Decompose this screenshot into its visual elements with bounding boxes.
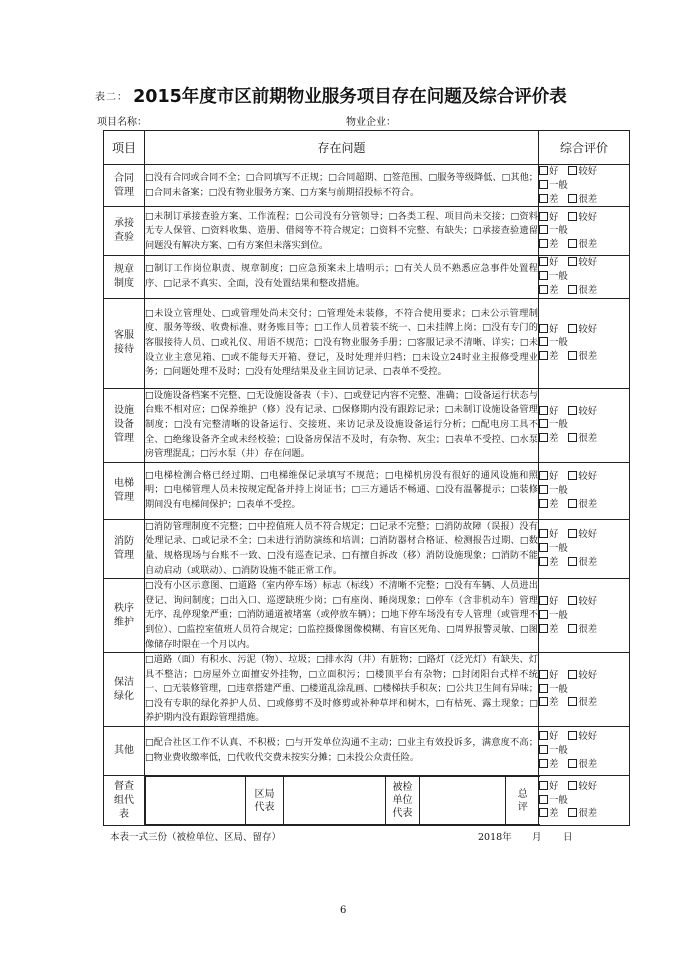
- copies-note: 本表一式三份（被检单位、区局、留存）: [110, 832, 282, 843]
- eval-very-poor: 很差: [578, 239, 598, 251]
- row-category: 其他: [104, 727, 145, 776]
- eval-poor: 差: [549, 556, 559, 568]
- checkbox[interactable]: [568, 557, 577, 566]
- checkbox[interactable]: [539, 285, 548, 294]
- checkbox[interactable]: [568, 406, 577, 415]
- col-header-item: 项目: [104, 131, 145, 165]
- row-issues: □没有小区示意图、□道路（室内停车场）标志（标线）不清晰不完整；□没有车辆、人员进出登记、询问制度；□出入口、巡逻缺班少岗；□有座岗、睡岗现象；□停车（含非机动车）管理无序、乱停现象严重；□消防通道被堵塞（或停放车辆）；□地下停车场没有专人管理（或管理不到位）、□监控室值班人员符合规定；□监控摄像图像模糊、有盲区死角、□周界报警灵敏、□图像储存时限在一个月以内。: [145, 579, 539, 653]
- inspected-rep-label: 被检 单位 代表: [386, 777, 420, 825]
- eval-very-poor: 很差: [578, 498, 598, 510]
- eval-good: 好: [549, 257, 559, 269]
- page-number: 6: [340, 905, 347, 916]
- table-row: [104, 298, 630, 388]
- row-issues: □制订工作岗位职责、规章制度；□应急预案未上墙明示；□有关人员不熟悉应急事件处置程序、□记录不真实、全面，没有处置结果和整改措施。: [145, 256, 539, 298]
- eval-very-poor: 很差: [578, 284, 598, 296]
- checkbox[interactable]: [539, 731, 548, 740]
- row-evaluation-options: [539, 256, 630, 298]
- checkbox[interactable]: [568, 731, 577, 740]
- checkbox[interactable]: [568, 212, 577, 221]
- row-issues: □配合社区工作不认真、不积极；□与开发单位沟通不主动；□业主有效投诉多，满意度不高；□物业费收缴率低，□代收代交费未按实分摊；□未投公众责任险。: [145, 727, 539, 776]
- checkbox[interactable]: [539, 271, 548, 280]
- eval-average: 一般: [549, 419, 568, 431]
- checkbox[interactable]: [539, 759, 548, 768]
- eval-very-poor: 很差: [578, 351, 598, 363]
- row-issues: □消防管理制度不完整；□中控值班人员不符合规定；□记录不完整；□消防故障（误报）没有处理记录、□或记录不全；□未进行消防演练和培训；□消防器材合格证、检测报告过期、□数量、规格现场与台账不一致、□没有巡查记录、□有擅自拆改（移）消防设施现象；□消防不能自动启动（或联动）、□消防设施不能正常工作。: [145, 519, 539, 578]
- checkbox[interactable]: [568, 596, 577, 605]
- project-name-label: 项目名称：: [97, 117, 147, 128]
- row-evaluation-options: [539, 519, 630, 578]
- row-evaluation-options: [539, 653, 630, 727]
- checkbox[interactable]: [568, 759, 577, 768]
- eval-fair-good: 较好: [578, 669, 598, 681]
- eval-poor: 差: [549, 239, 559, 251]
- eval-good: 好: [549, 166, 559, 177]
- row-category: 保洁 绿化: [104, 653, 145, 727]
- row-issues: □电梯检测合格已经过期、□电梯维保记录填写不规范；□电梯机房没有很好的通风设施和照明；□电梯管理人员未按规定配备并持上岗证书；□三方通话不畅通、□没有温馨提示；□装修期间没有电梯间保护；□表单不受控。: [145, 462, 539, 519]
- row-evaluation-options: [539, 165, 630, 207]
- date-day: 日: [563, 832, 573, 843]
- eval-fair-good: 较好: [578, 529, 598, 541]
- col-header-evaluation: 综合评价: [539, 131, 630, 165]
- district-rep-label: 区局 代表: [246, 777, 284, 825]
- checkbox[interactable]: [539, 596, 548, 605]
- eval-average: 一般: [549, 745, 568, 757]
- checkbox[interactable]: [568, 471, 577, 480]
- table-row: [104, 519, 630, 578]
- row-issues: □设施设备档案不完整、□无设施设备表（卡）、□或登记内容不完整、准确；□设备运行状态与台账不相对应；□保养维护（修）没有记录、□保修期内没有跟踪记录；□未制订设施设备管理制度；□没有完整清晰的设备运行、交接班、来访记录及设施设备运行分析；□配电房工具不全、□绝缘设备齐全或未经校验；□设备房保洁不及时，有杂物、灰尘；□表单不受控、□水泵房管理混乱；□污水泵（井）存在问题。: [145, 388, 539, 462]
- eval-poor: 差: [549, 284, 559, 296]
- checkbox[interactable]: [568, 697, 577, 706]
- checkbox[interactable]: [539, 406, 548, 415]
- row-issues: □道路（面）有积水、污泥（物）、垃圾；□排水沟（井）有脏物；□路灯（泛光灯）有缺失、灯具不整洁；□房屋外立面擅安外挂物，□立面积污；□楼顶平台有杂物；□封闭阳台式样不统一、□无装修管理，□违章搭建严重、□楼道乱涂乱画、□楼梯扶手积灰；□公共卫生间有异味；□没有专职的绿化养护人员、□或修剪不及时修剪或补种草坪和树木，□有枯死、露土现象；□养护期内没有跟踪管理措施。: [145, 653, 539, 727]
- eval-good: 好: [549, 471, 559, 483]
- table-row: [104, 579, 630, 653]
- checkbox[interactable]: [568, 194, 577, 203]
- row-category: 承接 查验: [104, 207, 145, 256]
- eval-good: 好: [549, 595, 559, 607]
- eval-good: 好: [549, 731, 559, 743]
- row-category: 消防 管理: [104, 519, 145, 578]
- eval-very-poor: 很差: [578, 697, 598, 709]
- checkbox[interactable]: [539, 499, 548, 508]
- eval-average: 一般: [549, 683, 568, 695]
- checkbox[interactable]: [539, 212, 548, 221]
- checkbox[interactable]: [539, 225, 548, 234]
- eval-fair-good: 较好: [578, 471, 598, 483]
- row-category: 电梯 管理: [104, 462, 145, 519]
- checkbox[interactable]: [539, 351, 548, 360]
- row-category: 设施 设备 管理: [104, 388, 145, 462]
- eval-very-poor: 很差: [578, 758, 598, 770]
- checkbox[interactable]: [539, 684, 548, 693]
- checkbox[interactable]: [568, 285, 577, 294]
- checkbox[interactable]: [539, 419, 548, 428]
- col-header-issues: 存在问题: [145, 131, 539, 165]
- eval-very-poor: 很差: [578, 556, 598, 568]
- checkbox[interactable]: [539, 180, 548, 189]
- checkbox[interactable]: [568, 257, 577, 266]
- checkbox[interactable]: [568, 239, 577, 248]
- row-evaluation-options: [539, 298, 630, 388]
- eval-average: 一般: [549, 609, 568, 621]
- eval-very-poor: 很差: [578, 433, 598, 445]
- eval-poor: 差: [549, 498, 559, 510]
- date-year: 2018年: [478, 832, 512, 843]
- checkbox[interactable]: [539, 337, 548, 346]
- table-row: [104, 207, 630, 256]
- eval-fair-good: 较好: [578, 166, 598, 177]
- table-row: [104, 165, 630, 207]
- form-title: [95, 83, 615, 109]
- checkbox[interactable]: [539, 745, 548, 754]
- checkbox[interactable]: [568, 670, 577, 679]
- table-row: [104, 653, 630, 727]
- page-title: 2015年度市区前期物业服务项目存在问题及综合评价表: [133, 87, 567, 107]
- eval-fair-good: 较好: [578, 257, 598, 269]
- eval-fair-good: 较好: [578, 405, 598, 417]
- eval-very-poor: 很差: [578, 193, 598, 205]
- checkbox[interactable]: [539, 529, 548, 538]
- eval-fair-good: 较好: [578, 731, 598, 743]
- checkbox[interactable]: [568, 433, 577, 442]
- inspected-rep-signature-field[interactable]: [420, 777, 506, 825]
- table-row: [104, 727, 630, 776]
- eval-poor: 差: [549, 697, 559, 709]
- table-row: [104, 388, 630, 462]
- signoff-cells: [145, 776, 539, 826]
- checkbox[interactable]: [539, 697, 548, 706]
- checkbox[interactable]: [539, 324, 548, 333]
- checkbox[interactable]: [539, 543, 548, 552]
- date-month: 月: [532, 832, 542, 843]
- row-issues: □未制订承接查验方案、工作流程；□公司没有分管领导；□各类工程、项目尚未交接；□资料无专人保管、□资料收集、造册、借阅等不符合规定；□资料不完整、有缺失；□承接查验遗留问题没有解决方案、□有方案但未落实到位。: [145, 207, 539, 256]
- district-rep-signature-field[interactable]: [284, 777, 386, 825]
- checkbox[interactable]: [568, 166, 577, 175]
- table-row: [104, 462, 630, 519]
- eval-good: 好: [549, 323, 559, 335]
- row-category: 客服 接待: [104, 298, 145, 388]
- checkbox[interactable]: [539, 610, 548, 619]
- eval-good: 好: [549, 211, 559, 223]
- eval-good: 好: [549, 405, 559, 417]
- eval-poor: 差: [549, 758, 559, 770]
- row-evaluation-options: [539, 462, 630, 519]
- eval-poor: 差: [549, 351, 559, 363]
- row-evaluation-options: [539, 388, 630, 462]
- eval-poor: 差: [549, 808, 559, 820]
- property-company-label: 物业企业：: [346, 117, 396, 128]
- checkbox[interactable]: [568, 624, 577, 633]
- checkbox[interactable]: [539, 166, 548, 175]
- eval-average: 一般: [549, 271, 568, 283]
- eval-very-poor: 很差: [578, 808, 598, 820]
- row-category: 秩序 维护: [104, 579, 145, 653]
- eval-fair-good: 较好: [578, 595, 598, 607]
- checkbox[interactable]: [568, 781, 577, 790]
- checkbox[interactable]: [539, 239, 548, 248]
- overall-evaluation-options: [539, 776, 630, 826]
- eval-average: 一般: [549, 794, 568, 806]
- checkbox[interactable]: [539, 781, 548, 790]
- row-evaluation-options: [539, 207, 630, 256]
- eval-fair-good: 较好: [578, 323, 598, 335]
- table-row: [104, 256, 630, 298]
- row-evaluation-options: [539, 727, 630, 776]
- checkbox[interactable]: [568, 351, 577, 360]
- checkbox[interactable]: [539, 485, 548, 494]
- row-category: 合同 管理: [104, 165, 145, 207]
- checkbox[interactable]: [539, 257, 548, 266]
- table-number-label: 表二：: [95, 92, 128, 103]
- eval-fair-good: 较好: [578, 211, 598, 223]
- eval-average: 一般: [549, 225, 568, 237]
- eval-good: 好: [549, 529, 559, 541]
- checkbox[interactable]: [539, 624, 548, 633]
- inspection-team-signature-field[interactable]: [146, 777, 246, 825]
- eval-poor: 差: [549, 193, 559, 205]
- checkbox[interactable]: [539, 471, 548, 480]
- evaluation-table: [103, 130, 630, 826]
- row-category: 规章 制度: [104, 256, 145, 298]
- checkbox[interactable]: [539, 194, 548, 203]
- table-header-row: [104, 131, 630, 165]
- checkbox[interactable]: [539, 557, 548, 566]
- checkbox[interactable]: [568, 499, 577, 508]
- checkbox[interactable]: [568, 529, 577, 538]
- checkbox[interactable]: [568, 324, 577, 333]
- eval-average: 一般: [549, 543, 568, 555]
- eval-poor: 差: [549, 623, 559, 635]
- row-issues: □未设立管理处、□或管理处尚未交付；□管理处未装修，不符合使用要求；□未公示管理制度、服务等级、收费标准、财务账目等；□工作人员着装不统一、□未挂牌上岗；□没有专门的客服接待人员、□或礼仪、用语不规范；□没有物业服务手册；□客服记录不清晰、详实；□未设立业主意见箱、□或不能每天开箱、登记，及时处理并归档；□未设立24时业主报修受理业务；□问题处理不及时；□没有处理结果及业主回访记录、□表单不受控。: [145, 298, 539, 388]
- eval-average: 一般: [549, 484, 568, 496]
- checkbox[interactable]: [539, 795, 548, 804]
- inspection-signoff-row: [104, 776, 630, 826]
- checkbox[interactable]: [539, 808, 548, 817]
- eval-fair-good: 较好: [578, 780, 598, 792]
- eval-average: 一般: [549, 337, 568, 349]
- overall-evaluation-label: 总 评: [506, 777, 540, 825]
- row-issues: □没有合同或合同不全；□合同填写不正规；□合同超期、□签范围、□服务等级降低、□其他；□合同未备案；□没有物业服务方案、□方案与前期招投标不符合。: [145, 165, 539, 207]
- checkbox[interactable]: [539, 433, 548, 442]
- eval-good: 好: [549, 669, 559, 681]
- row-category: 督查 组代 表: [104, 776, 145, 826]
- checkbox[interactable]: [539, 670, 548, 679]
- checkbox[interactable]: [568, 808, 577, 817]
- eval-very-poor: 很差: [578, 623, 598, 635]
- row-evaluation-options: [539, 579, 630, 653]
- eval-average: 一般: [549, 179, 568, 191]
- eval-good: 好: [549, 780, 559, 792]
- eval-poor: 差: [549, 433, 559, 445]
